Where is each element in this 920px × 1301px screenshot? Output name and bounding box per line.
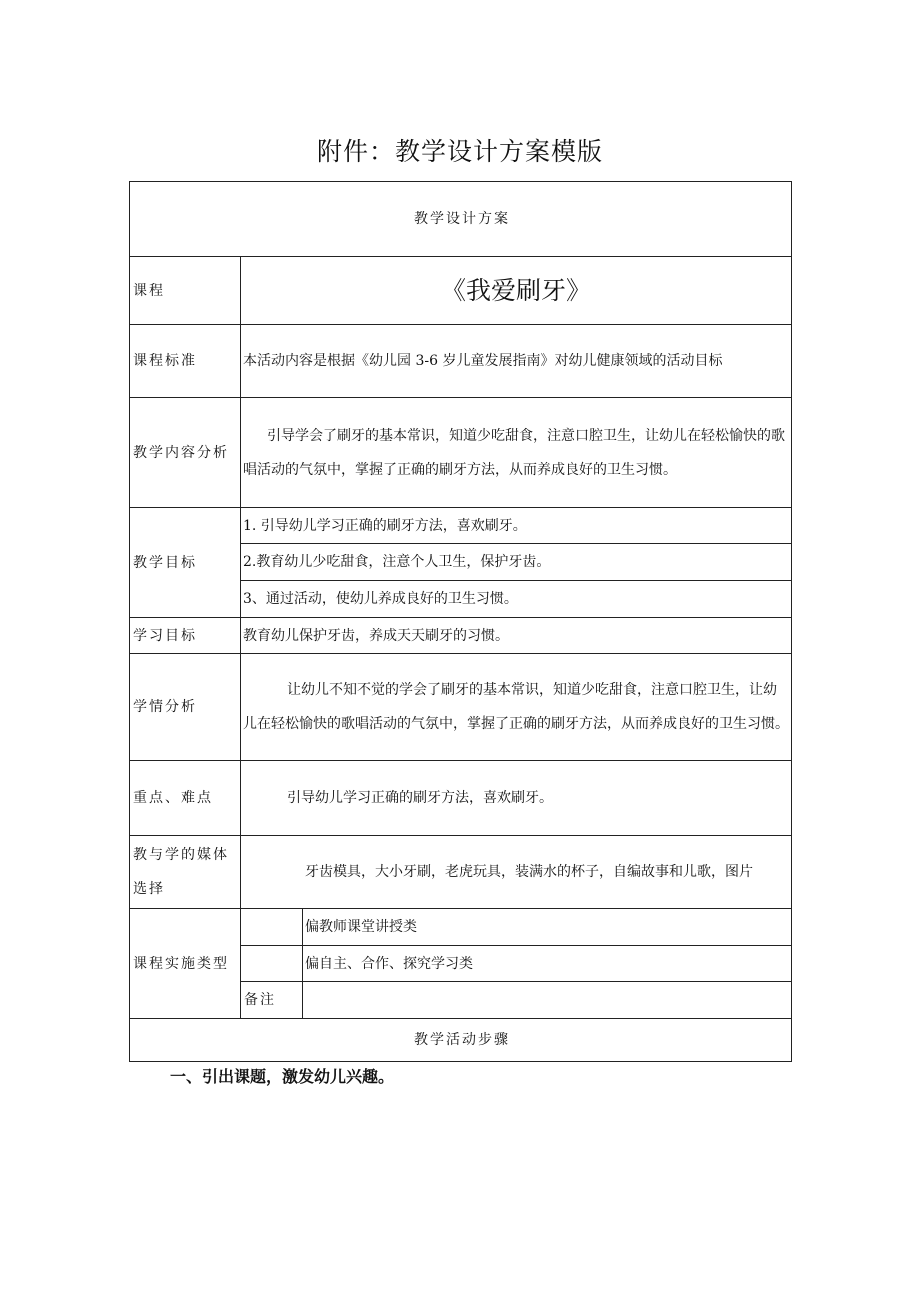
goal-item-3: 3、通过活动，使幼儿养成良好的卫生习惯。 [241,581,792,618]
learning-label: 学习目标 [130,618,241,654]
analysis-label: 学情分析 [130,654,241,761]
type-check-1 [241,909,303,946]
analysis-text: 让幼儿不知不觉的学会了刷牙的基本常识，知道少吃甜食，注意口腔卫生，让幼儿在轻松愉快的歌唱活动的气氛中，掌握了正确的刷牙方法，从而养成良好的卫生习惯。 [241,654,792,761]
course-name: 《我爱刷牙》 [241,257,792,325]
course-label: 课程 [130,257,241,325]
type-check-2 [241,946,303,982]
steps-header: 教学活动步骤 [130,1019,792,1062]
type-option-2: 偏自主、合作、探究学习类 [303,946,792,982]
learning-text: 教育幼儿保护牙齿，养成天天刷牙的习惯。 [241,618,792,654]
page-title: 附件：教学设计方案模版 [316,137,603,166]
type-option-1: 偏教师课堂讲授类 [303,909,792,946]
standard-text: 本活动内容是根据《幼儿园 3-6 岁儿童发展指南》对幼儿健康领域的活动目标 [241,325,792,398]
teaching-plan-table [129,181,792,1062]
standard-label: 课程标准 [130,325,241,398]
key-text: 引导幼儿学习正确的刷牙方法，喜欢刷牙。 [241,761,792,836]
goal-item-2: 2.教育幼儿少吃甜食，注意个人卫生，保护牙齿。 [241,544,792,581]
remark-value [303,982,792,1019]
section-heading: 一、引出课题，激发幼儿兴趣。 [170,1067,395,1086]
media-label: 教与学的媒体选择 [130,836,241,909]
key-label: 重点、难点 [130,761,241,836]
type-label: 课程实施类型 [130,909,241,1019]
goals-label: 教学目标 [130,508,241,618]
content-label: 教学内容分析 [130,398,241,508]
table-header: 教学设计方案 [130,182,792,257]
goal-item-1: 1. 引导幼儿学习正确的刷牙方法，喜欢刷牙。 [241,508,792,544]
media-text: 牙齿模具，大小牙刷，老虎玩具，装满水的杯子，自编故事和儿歌，图片 [241,836,792,909]
remark-label: 备注 [241,982,303,1019]
content-text: 引导学会了刷牙的基本常识，知道少吃甜食，注意口腔卫生，让幼儿在轻松愉快的歌唱活动的气氛中，掌握了正确的刷牙方法，从而养成良好的卫生习惯。 [241,398,792,508]
